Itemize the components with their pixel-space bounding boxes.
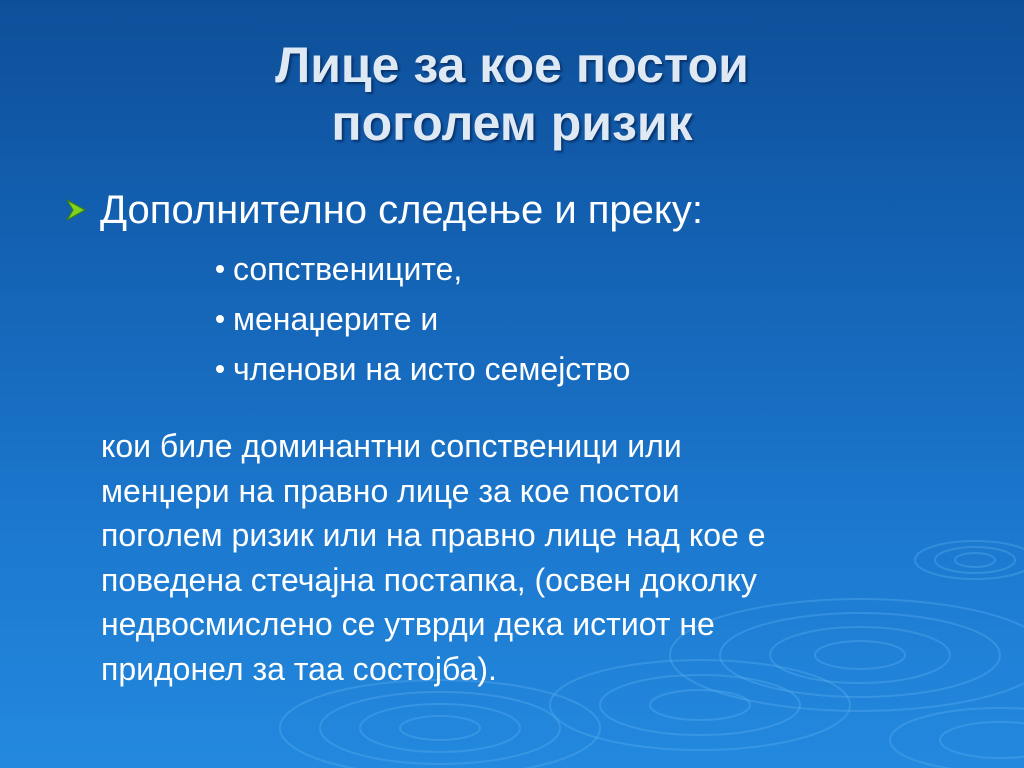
list-item (216, 294, 630, 344)
dot-bullet-icon (216, 315, 224, 323)
paragraph-line: поголем ризик или на правно лице над кое е (101, 517, 766, 553)
paragraph-line: поведена стечајна постапка, (освен доколку (101, 561, 757, 598)
main-bullet (64, 186, 703, 234)
main-bullet-text: Дополнително следење и преку: (100, 188, 703, 232)
slide-title-line-2: поголем ризик (331, 95, 693, 151)
paragraph-line: недвосмислено се утврди дека истиот не (101, 606, 715, 642)
paragraph-line: менџери на правно лице за кое постои (101, 472, 680, 509)
list-item (216, 244, 630, 294)
paragraph-line: кои биле доминантни сопственици или (101, 428, 682, 464)
list-item-text: менаџерите и (233, 301, 439, 337)
list-item-text: сопствениците, (233, 251, 463, 287)
dot-bullet-icon (216, 265, 224, 273)
sub-bullet-list (216, 244, 630, 394)
dot-bullet-icon (216, 365, 224, 373)
slide-title-line-1: Лице за кое постои (275, 37, 749, 93)
slide-title (0, 36, 1024, 152)
arrow-bullet-icon (64, 198, 88, 222)
list-item-text: членови на исто семејство (233, 351, 631, 387)
body-paragraph (101, 424, 961, 691)
list-item (216, 344, 630, 394)
paragraph-line: придонел за таа состојба). (101, 650, 497, 687)
